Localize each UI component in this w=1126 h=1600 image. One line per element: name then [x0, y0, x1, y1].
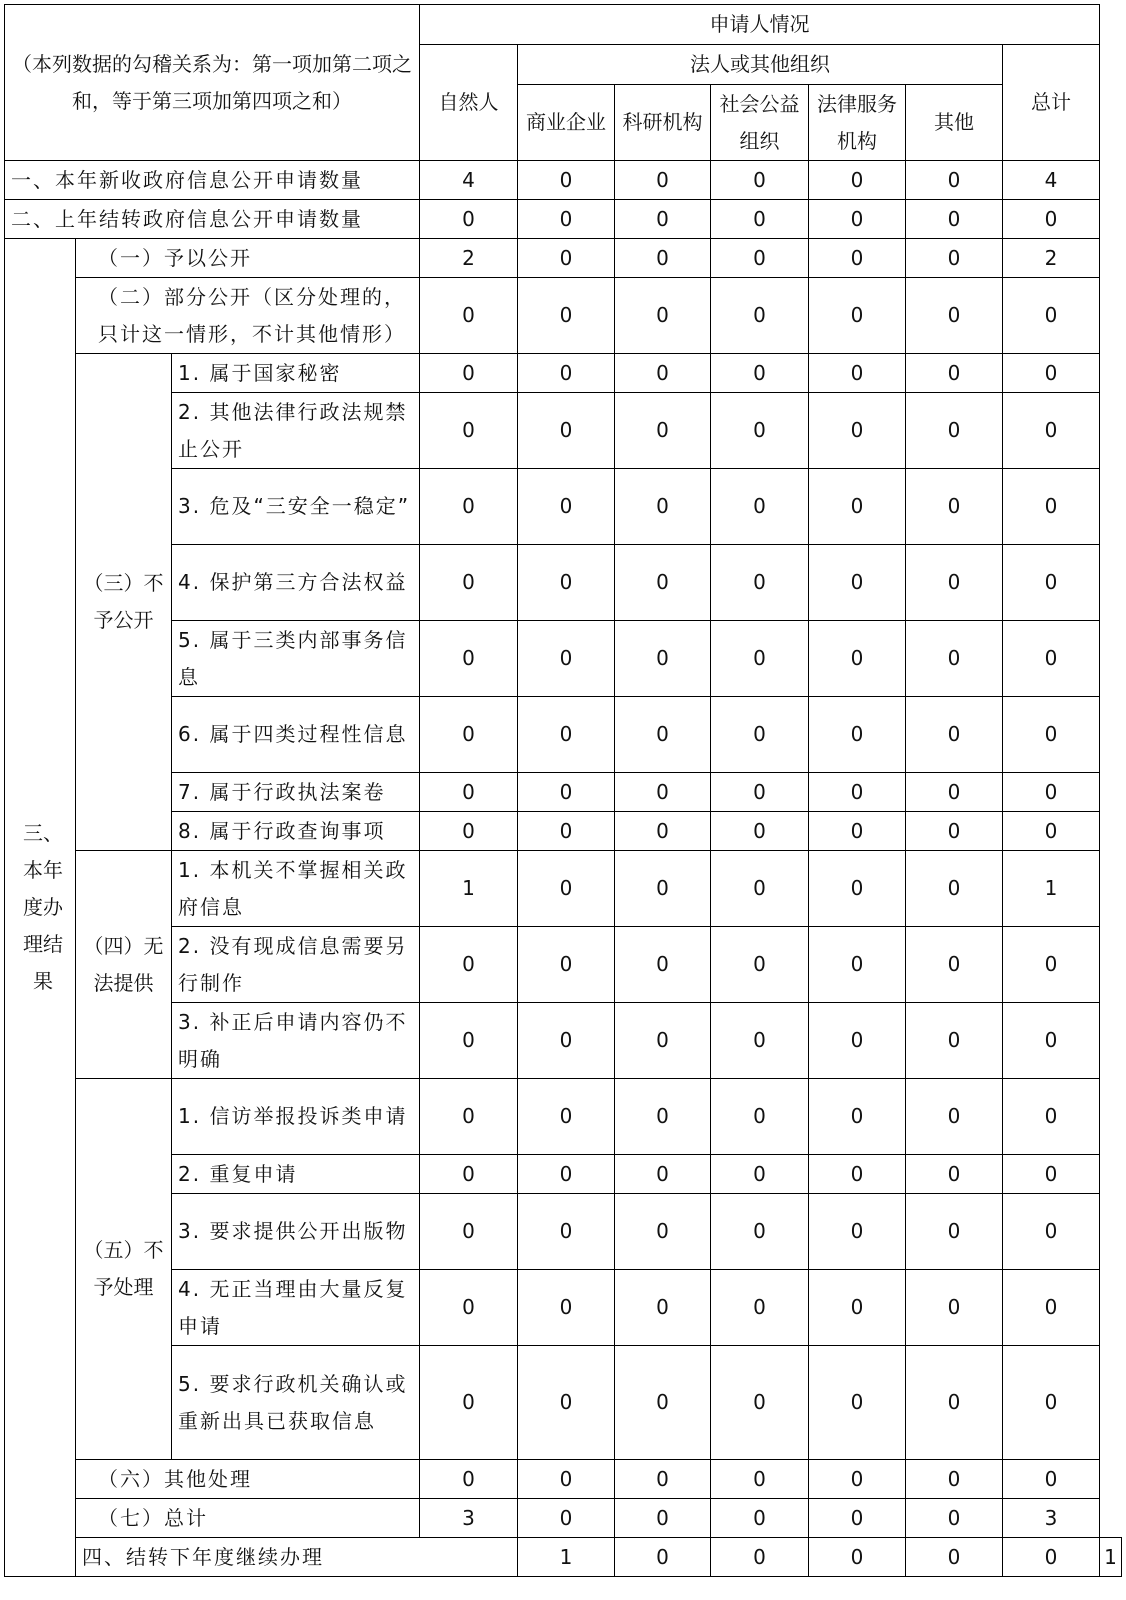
value-cell: 0	[906, 545, 1003, 621]
value-cell: 0	[518, 1460, 615, 1499]
value-cell: 0	[809, 812, 906, 851]
value-cell: 0	[711, 851, 809, 927]
value-cell: 0	[711, 1155, 809, 1194]
value-cell: 0	[1003, 200, 1100, 239]
table-row	[5, 621, 1122, 697]
row-label: 1. 本机关不掌握相关政府信息	[172, 851, 420, 927]
value-cell: 0	[711, 773, 809, 812]
value-cell: 0	[518, 851, 615, 927]
value-cell: 0	[711, 927, 809, 1003]
value-cell: 0	[906, 697, 1003, 773]
value-cell: 0	[615, 278, 711, 354]
group-4-label: （四）无法提供	[76, 851, 172, 1079]
value-cell: 0	[906, 851, 1003, 927]
value-cell: 0	[906, 200, 1003, 239]
table-row	[5, 200, 1122, 239]
value-cell: 0	[1003, 469, 1100, 545]
value-cell: 0	[906, 1460, 1003, 1499]
value-cell: 0	[518, 1003, 615, 1079]
row-label: 1. 信访举报投诉类申请	[172, 1079, 420, 1155]
row-label: 7. 属于行政执法案卷	[172, 773, 420, 812]
value-cell: 0	[1003, 354, 1100, 393]
value-cell: 0	[711, 1346, 809, 1460]
value-cell: 0	[906, 927, 1003, 1003]
table-row	[5, 161, 1122, 200]
value-cell: 0	[711, 1460, 809, 1499]
table-row	[5, 1003, 1122, 1079]
value-cell: 0	[420, 545, 518, 621]
value-cell: 0	[809, 200, 906, 239]
value-cell: 0	[615, 697, 711, 773]
value-cell: 0	[711, 239, 809, 278]
value-cell: 0	[711, 1079, 809, 1155]
value-cell: 0	[615, 545, 711, 621]
legal-org-header: 法人或其他组织	[518, 45, 1003, 85]
value-cell: 0	[615, 1499, 711, 1538]
value-cell: 0	[1003, 1003, 1100, 1079]
value-cell: 0	[420, 1270, 518, 1346]
row-label: 2. 没有现成信息需要另行制作	[172, 927, 420, 1003]
row-label: 6. 属于四类过程性信息	[172, 697, 420, 773]
value-cell: 0	[809, 1079, 906, 1155]
value-cell: 0	[615, 1538, 711, 1577]
natural-person-header: 自然人	[420, 45, 518, 161]
value-cell: 0	[420, 927, 518, 1003]
total-header: 总计	[1003, 45, 1100, 161]
value-cell: 0	[906, 278, 1003, 354]
value-cell: 3	[1003, 1499, 1100, 1538]
value-cell: 0	[518, 1079, 615, 1155]
research-header: 科研机构	[615, 85, 711, 161]
row-label: 3. 要求提供公开出版物	[172, 1194, 420, 1270]
row-label: （七）总计	[76, 1499, 420, 1538]
table-row	[5, 927, 1122, 1003]
value-cell: 0	[518, 927, 615, 1003]
row-label: 4. 保护第三方合法权益	[172, 545, 420, 621]
value-cell: 0	[615, 469, 711, 545]
value-cell: 0	[1003, 545, 1100, 621]
value-cell: 0	[809, 469, 906, 545]
value-cell: 0	[420, 621, 518, 697]
value-cell: 0	[1003, 393, 1100, 469]
value-cell: 0	[420, 1460, 518, 1499]
value-cell: 0	[809, 393, 906, 469]
value-cell: 2	[420, 239, 518, 278]
value-cell: 0	[615, 393, 711, 469]
legal-service-header: 法律服务机构	[809, 85, 906, 161]
value-cell: 0	[518, 469, 615, 545]
value-cell: 0	[1003, 1155, 1100, 1194]
value-cell: 0	[711, 200, 809, 239]
table-row	[5, 1079, 1122, 1155]
value-cell: 0	[906, 161, 1003, 200]
value-cell: 0	[711, 161, 809, 200]
table-row	[5, 1499, 1122, 1538]
table-row	[5, 812, 1122, 851]
business-header: 商业企业	[518, 85, 615, 161]
value-cell: 0	[518, 393, 615, 469]
value-cell: 0	[420, 200, 518, 239]
value-cell: 0	[809, 278, 906, 354]
value-cell: 0	[518, 1346, 615, 1460]
row-label: （二）部分公开（区分处理的，只计这一情形，不计其他情形）	[76, 278, 420, 354]
value-cell: 0	[1003, 1346, 1100, 1460]
value-cell: 0	[809, 1499, 906, 1538]
table-row	[5, 239, 1122, 278]
value-cell: 0	[420, 1079, 518, 1155]
value-cell: 0	[1003, 621, 1100, 697]
value-cell: 0	[518, 812, 615, 851]
value-cell: 0	[906, 469, 1003, 545]
value-cell: 0	[1003, 278, 1100, 354]
value-cell: 0	[906, 1499, 1003, 1538]
table-row	[5, 697, 1122, 773]
value-cell: 0	[518, 773, 615, 812]
group-5-label: （五）不予处理	[76, 1079, 172, 1460]
value-cell: 0	[420, 278, 518, 354]
value-cell: 1	[1100, 1538, 1122, 1577]
value-cell: 0	[809, 1346, 906, 1460]
value-cell: 0	[518, 239, 615, 278]
value-cell: 0	[711, 469, 809, 545]
table-row	[5, 773, 1122, 812]
value-cell: 0	[809, 1538, 906, 1577]
value-cell: 0	[906, 773, 1003, 812]
value-cell: 0	[615, 1155, 711, 1194]
value-cell: 0	[809, 239, 906, 278]
value-cell: 0	[809, 1460, 906, 1499]
value-cell: 1	[420, 851, 518, 927]
row-label: 二、上年结转政府信息公开申请数量	[5, 200, 420, 239]
value-cell: 0	[518, 1194, 615, 1270]
table-row	[5, 851, 1122, 927]
value-cell: 0	[711, 812, 809, 851]
value-cell: 0	[420, 773, 518, 812]
row-label: 5. 要求行政机关确认或重新出具已获取信息	[172, 1346, 420, 1460]
value-cell: 0	[420, 1346, 518, 1460]
value-cell: 0	[809, 1155, 906, 1194]
row-label: 1. 属于国家秘密	[172, 354, 420, 393]
value-cell: 0	[420, 393, 518, 469]
table-row	[5, 1538, 1122, 1577]
row-label: （一）予以公开	[76, 239, 420, 278]
value-cell: 0	[615, 1460, 711, 1499]
table-row	[5, 393, 1122, 469]
row-label: 3. 补正后申请内容仍不明确	[172, 1003, 420, 1079]
value-cell: 0	[420, 812, 518, 851]
table-row	[5, 469, 1122, 545]
value-cell: 3	[420, 1499, 518, 1538]
value-cell: 0	[809, 773, 906, 812]
row-label: 四、结转下年度继续办理	[76, 1538, 518, 1577]
value-cell: 0	[906, 1003, 1003, 1079]
value-cell: 0	[906, 621, 1003, 697]
value-cell: 0	[711, 1270, 809, 1346]
value-cell: 0	[518, 697, 615, 773]
value-cell: 1	[1003, 851, 1100, 927]
value-cell: 0	[615, 927, 711, 1003]
value-cell: 1	[518, 1538, 615, 1577]
value-cell: 0	[420, 1155, 518, 1194]
value-cell: 0	[420, 697, 518, 773]
value-cell: 0	[420, 469, 518, 545]
value-cell: 0	[809, 851, 906, 927]
value-cell: 0	[615, 239, 711, 278]
value-cell: 0	[711, 1538, 809, 1577]
value-cell: 0	[615, 621, 711, 697]
row-label: 2. 其他法律行政法规禁止公开	[172, 393, 420, 469]
section-3-label: 三、本年度办理结果	[5, 239, 76, 1577]
value-cell: 0	[615, 1079, 711, 1155]
applicant-header: 申请人情况	[420, 5, 1100, 45]
other-header: 其他	[906, 85, 1003, 161]
table-row	[5, 545, 1122, 621]
value-cell: 0	[711, 621, 809, 697]
value-cell: 0	[1003, 1194, 1100, 1270]
row-label: 5. 属于三类内部事务信息	[172, 621, 420, 697]
value-cell: 4	[420, 161, 518, 200]
value-cell: 0	[518, 1155, 615, 1194]
row-label: 一、本年新收政府信息公开申请数量	[5, 161, 420, 200]
value-cell: 0	[711, 354, 809, 393]
value-cell: 0	[615, 200, 711, 239]
table-row	[5, 1346, 1122, 1460]
value-cell: 0	[906, 1155, 1003, 1194]
value-cell: 0	[906, 1270, 1003, 1346]
table-row	[5, 1460, 1122, 1499]
table-row	[5, 1194, 1122, 1270]
value-cell: 0	[615, 773, 711, 812]
value-cell: 0	[615, 161, 711, 200]
value-cell: 0	[809, 621, 906, 697]
value-cell: 0	[711, 1003, 809, 1079]
table-row	[5, 354, 1122, 393]
value-cell: 0	[518, 621, 615, 697]
value-cell: 0	[518, 1270, 615, 1346]
value-cell: 0	[1003, 1538, 1100, 1577]
value-cell: 0	[518, 161, 615, 200]
value-cell: 0	[1003, 1079, 1100, 1155]
value-cell: 0	[711, 393, 809, 469]
value-cell: 0	[1003, 1460, 1100, 1499]
value-cell: 0	[711, 278, 809, 354]
value-cell: 0	[906, 1079, 1003, 1155]
value-cell: 0	[615, 354, 711, 393]
value-cell: 0	[615, 1194, 711, 1270]
table-row	[5, 1155, 1122, 1194]
value-cell: 0	[615, 851, 711, 927]
value-cell: 0	[518, 278, 615, 354]
value-cell: 0	[420, 354, 518, 393]
value-cell: 0	[420, 1194, 518, 1270]
row-label: 4. 无正当理由大量反复申请	[172, 1270, 420, 1346]
value-cell: 0	[711, 697, 809, 773]
value-cell: 0	[906, 393, 1003, 469]
group-3-label: （三）不予公开	[76, 354, 172, 851]
row-label: 3. 危及“三安全一稳定”	[172, 469, 420, 545]
value-cell: 0	[906, 354, 1003, 393]
row-label: 2. 重复申请	[172, 1155, 420, 1194]
public-welfare-header: 社会公益组织	[711, 85, 809, 161]
value-cell: 0	[518, 545, 615, 621]
value-cell: 0	[809, 697, 906, 773]
value-cell: 0	[809, 1003, 906, 1079]
value-cell: 0	[420, 1003, 518, 1079]
value-cell: 0	[809, 1270, 906, 1346]
statistics-table	[4, 4, 1122, 1577]
value-cell: 0	[615, 1003, 711, 1079]
value-cell: 0	[809, 545, 906, 621]
value-cell: 0	[809, 1194, 906, 1270]
value-cell: 0	[1003, 1270, 1100, 1346]
value-cell: 0	[1003, 697, 1100, 773]
value-cell: 0	[906, 1194, 1003, 1270]
value-cell: 0	[1003, 927, 1100, 1003]
value-cell: 4	[1003, 161, 1100, 200]
value-cell: 0	[615, 1346, 711, 1460]
value-cell: 2	[1003, 239, 1100, 278]
value-cell: 0	[711, 1194, 809, 1270]
row-label: 8. 属于行政查询事项	[172, 812, 420, 851]
value-cell: 0	[615, 812, 711, 851]
value-cell: 0	[518, 354, 615, 393]
value-cell: 0	[906, 1346, 1003, 1460]
column-note: （本列数据的勾稽关系为：第一项加第二项之和，等于第三项加第四项之和）	[5, 5, 420, 161]
value-cell: 0	[1003, 773, 1100, 812]
value-cell: 0	[1003, 812, 1100, 851]
value-cell: 0	[809, 354, 906, 393]
value-cell: 0	[518, 200, 615, 239]
table-row	[5, 1270, 1122, 1346]
value-cell: 0	[906, 1538, 1003, 1577]
value-cell: 0	[809, 161, 906, 200]
value-cell: 0	[906, 239, 1003, 278]
row-label: （六）其他处理	[76, 1460, 420, 1499]
value-cell: 0	[711, 545, 809, 621]
value-cell: 0	[809, 927, 906, 1003]
table-row	[5, 278, 1122, 354]
value-cell: 0	[711, 1499, 809, 1538]
value-cell: 0	[615, 1270, 711, 1346]
value-cell: 0	[906, 812, 1003, 851]
value-cell: 0	[518, 1499, 615, 1538]
